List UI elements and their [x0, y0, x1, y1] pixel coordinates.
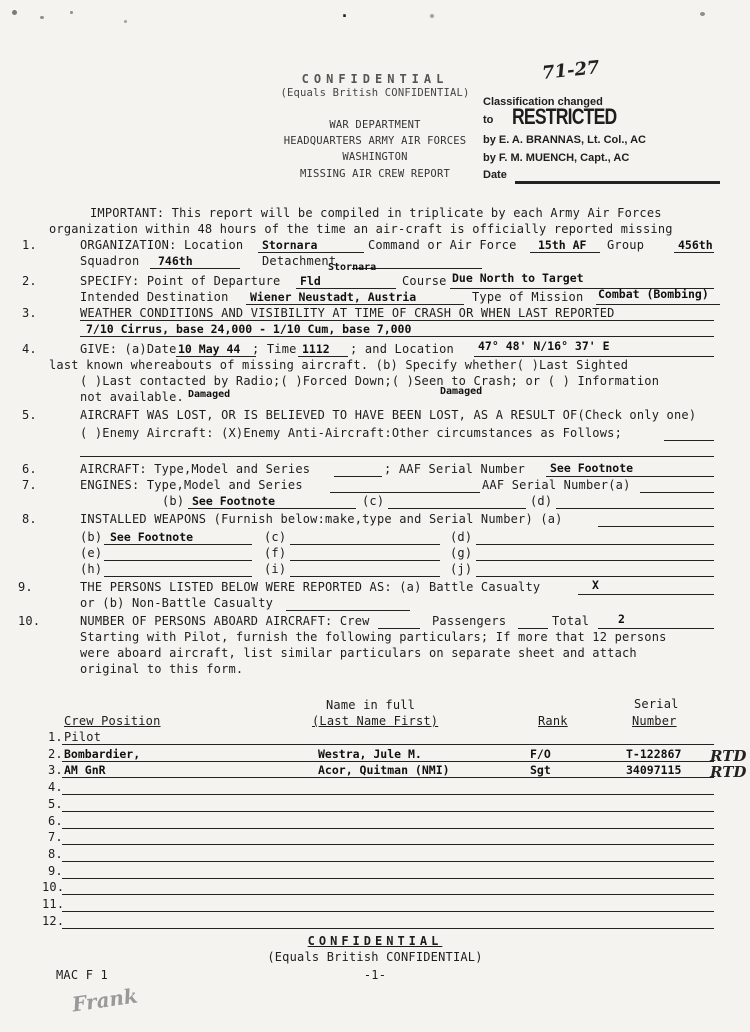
field-line — [246, 304, 464, 305]
org-location-field: Stornara — [262, 238, 318, 252]
starting-line1: Starting with Pilot, furnish the following particulars; If more that 12 persons — [80, 630, 667, 644]
damaged-note-1: Damaged — [188, 389, 231, 400]
scan-speck — [430, 14, 434, 18]
crew-row-line — [62, 761, 714, 762]
field-line — [176, 356, 256, 357]
crew-row-number: 7. — [48, 830, 63, 844]
crew-row-number: 10. — [42, 880, 65, 894]
intro-line2: organization within 48 hours of the time an air-craft is officially reported missing — [49, 222, 673, 236]
field-line — [298, 356, 348, 357]
top-mark: · — [342, 6, 348, 26]
crew-row-number: 11. — [42, 897, 65, 911]
crew-rank-cell: F/O — [530, 747, 551, 761]
crew-note-cell: RTD — [710, 747, 747, 765]
field-line — [286, 610, 410, 611]
weapon-h-label: (h) — [80, 562, 103, 576]
engines-b-label: (b) — [162, 494, 185, 508]
crew-row-number: 5. — [48, 797, 63, 811]
battle-casualty-mark: X — [592, 578, 599, 592]
field-line — [474, 356, 714, 357]
aircraft-was-text: AIRCRAFT WAS LOST, OR IS BELIEVED TO HAVE BEEN LOST, AS A RESULT OF(Check only one) — [80, 408, 697, 422]
item-7-number: 7. — [22, 478, 37, 492]
total-field: 2 — [618, 612, 625, 626]
crew-row-line — [62, 861, 714, 862]
crew-row-number: 1. — [48, 730, 63, 744]
crew-row-number: 8. — [48, 847, 63, 861]
field-line — [80, 320, 714, 321]
field-line — [290, 560, 440, 561]
destination-label: Intended Destination — [80, 290, 229, 304]
field-line — [290, 544, 440, 545]
crew-row-number: 2. — [48, 747, 63, 761]
classification-line1: Classification changed — [483, 96, 603, 108]
crew-row-line — [62, 911, 714, 912]
report-title: MISSING AIR CREW REPORT — [300, 168, 450, 180]
departure-top-field: Stornara — [328, 262, 377, 273]
scan-speck — [700, 12, 705, 16]
crew-serial-cell: 34097115 — [626, 763, 682, 777]
field-line — [530, 252, 600, 253]
item-5-number: 5. — [22, 408, 37, 422]
confidential-top: CONFIDENTIAL — [301, 72, 449, 86]
crew-name-cell: Acor, Quitman (NMI) — [318, 763, 450, 777]
item-2-number: 2. — [22, 274, 37, 288]
crew-serial-cell: T-122867 — [626, 747, 682, 761]
command-label: Command or Air Force — [368, 238, 517, 252]
course-field: Due North to Target — [452, 271, 584, 285]
dept-line2: HEADQUARTERS ARMY AIR FORCES — [283, 135, 467, 147]
give-line4: not available. — [80, 390, 184, 404]
weapon-b-label: (b) — [80, 530, 103, 544]
item-3-number: 3. — [22, 306, 37, 320]
engines-d-label: (d) — [530, 494, 553, 508]
crew-row-line — [62, 844, 714, 845]
give-line2: last known whereabouts of missing aircraft. (b) Specify whether( )Last Sighted — [49, 358, 629, 372]
mission-field: Combat (Bombing) — [598, 287, 709, 301]
col-name-header-2: (Last Name First) — [312, 714, 439, 728]
damaged-note-2: Damaged — [440, 386, 483, 397]
scan-speck — [70, 11, 73, 14]
classification-line4: by F. M. MUENCH, Capt., AC — [483, 152, 630, 164]
crew-row-line — [62, 828, 714, 829]
scan-speck — [124, 20, 127, 23]
engines-serial-label: AAF Serial Number(a) — [482, 478, 631, 492]
enemy-line: ( )Enemy Aircraft: (X)Enemy Anti-Aircraft:Other circumstances as Follows; — [80, 426, 622, 440]
field-line — [476, 544, 714, 545]
field-line — [80, 456, 714, 457]
weapon-f-label: (f) — [264, 546, 287, 560]
persons-label: THE PERSONS LISTED BELOW WERE REPORTED AS: (a) Battle Casualty — [80, 580, 541, 594]
field-line — [596, 304, 720, 305]
field-line — [258, 252, 364, 253]
field-line — [664, 440, 714, 441]
crew-name-cell: Westra, Jule M. — [318, 747, 422, 761]
detachment-label: Detachment — [262, 254, 337, 268]
passengers-label: Passengers — [432, 614, 507, 628]
location-field: 47° 48' N/16° 37' E — [478, 339, 610, 353]
handwritten-signature: Frank — [70, 983, 140, 1017]
field-line — [556, 508, 714, 509]
specify-label: SPECIFY: Point of Departure — [80, 274, 281, 288]
crew-position-cell: Bombardier, — [64, 747, 141, 761]
equals-top: (Equals British CONFIDENTIAL) — [280, 87, 470, 99]
crew-row-line — [62, 794, 714, 795]
crew-row-line — [62, 928, 714, 929]
org-label: ORGANIZATION: Location — [80, 238, 244, 252]
field-line — [296, 288, 396, 289]
item-8-number: 8. — [22, 512, 37, 526]
field-line — [188, 508, 356, 509]
field-line — [104, 544, 252, 545]
squadron-label: Squadron — [80, 254, 140, 268]
date-field: 10 May 44 — [178, 342, 241, 356]
page-number: -1- — [363, 968, 387, 982]
crew-row-number: 12. — [42, 914, 65, 928]
squadron-field: 746th — [158, 254, 193, 268]
scan-speck — [12, 10, 17, 15]
dept-line1: WAR DEPARTMENT — [329, 119, 421, 131]
nonbattle-label: or (b) Non-Battle Casualty — [80, 596, 274, 610]
crew-row-line — [62, 777, 714, 778]
field-line — [150, 268, 240, 269]
number-label: NUMBER OF PERSONS ABOARD AIRCRAFT: Crew — [80, 614, 370, 628]
destination-field: Wiener Neustadt, Austria — [250, 290, 417, 304]
field-line — [674, 252, 714, 253]
mission-label: Type of Mission — [472, 290, 584, 304]
item-4-number: 4. — [22, 342, 37, 356]
field-line — [290, 576, 440, 577]
crew-row-number: 3. — [48, 763, 63, 777]
scan-speck — [40, 16, 44, 19]
location-label: ; and Location — [350, 342, 454, 356]
restricted-stamp: RESTRICTED — [512, 104, 617, 129]
field-line — [330, 492, 480, 493]
weather-field: 7/10 Cirrus, base 24,000 - 1/10 Cum, base 7,000 — [86, 322, 412, 336]
give-label: GIVE: (a)Date — [80, 342, 177, 356]
crew-row-number: 4. — [48, 780, 63, 794]
weapon-g-label: (g) — [450, 546, 473, 560]
total-label: Total — [552, 614, 590, 628]
crew-row-number: 6. — [48, 814, 63, 828]
crew-row-line — [62, 894, 714, 895]
weapon-e-label: (e) — [80, 546, 103, 560]
weapon-d-label: (d) — [450, 530, 473, 544]
col-serial-header-1: Serial — [634, 697, 679, 711]
item-1-number: 1. — [22, 238, 37, 252]
equals-bottom: (Equals British CONFIDENTIAL) — [267, 950, 483, 964]
group-label: Group — [607, 238, 645, 252]
aircraft-serial-field: See Footnote — [550, 461, 634, 475]
crew-note-cell: RTD — [710, 763, 747, 781]
item-6-number: 6. — [22, 462, 37, 476]
give-line3: ( )Last contacted by Radio;( )Forced Down;( )Seen to Crash; or ( ) Information — [80, 374, 660, 388]
aaf-serial-label: ; AAF Serial Number — [384, 462, 526, 476]
crew-position-cell: Pilot — [64, 730, 102, 744]
engines-label: ENGINES: Type,Model and Series — [80, 478, 303, 492]
field-line — [598, 526, 714, 527]
field-line — [476, 576, 714, 577]
classification-date-line — [515, 181, 720, 184]
command-field: 15th AF — [538, 238, 587, 252]
field-line — [104, 576, 252, 577]
crew-row-number: 9. — [48, 864, 63, 878]
dept-line3: WASHINGTON — [342, 151, 408, 163]
crew-row-line — [62, 811, 714, 812]
col-rank-header: Rank — [538, 714, 568, 728]
time-field: 1112 — [302, 342, 330, 356]
time-label: ; Time — [252, 342, 297, 356]
field-line — [476, 560, 714, 561]
field-line — [578, 594, 714, 595]
course-label: Course — [402, 274, 447, 288]
field-line — [518, 628, 548, 629]
group-field: 456th — [678, 238, 713, 252]
col-serial-header-2: Number — [632, 714, 677, 728]
field-line — [388, 508, 526, 509]
item-9-number: 9. — [18, 580, 33, 594]
col-name-header-1: Name in full — [326, 698, 416, 712]
field-line — [546, 476, 714, 477]
field-line — [80, 336, 714, 337]
field-line — [334, 476, 382, 477]
classification-line3: by E. A. BRANNAS, Lt. Col., AC — [483, 134, 646, 146]
confidential-bottom: CONFIDENTIAL — [307, 934, 443, 948]
starting-line3: original to this form. — [80, 662, 244, 676]
installed-label: INSTALLED WEAPONS (Furnish below:make,type and Serial Number) (a) — [80, 512, 563, 526]
starting-line2: were aboard aircraft, list similar particulars on separate sheet and attach — [80, 646, 637, 660]
departure-field: Fld — [300, 274, 321, 288]
weapon-j-label: (j) — [450, 562, 473, 576]
classification-to: to — [483, 114, 494, 126]
aircraft-label: AIRCRAFT: Type,Model and Series — [80, 462, 311, 476]
field-line — [104, 560, 252, 561]
field-line — [640, 492, 714, 493]
item-10-number: 10. — [18, 614, 41, 628]
weapon-c-label: (c) — [264, 530, 287, 544]
weather-label: WEATHER CONDITIONS AND VISIBILITY AT TIME OF CRASH OR WHEN LAST REPORTED — [80, 306, 615, 320]
field-line — [378, 628, 420, 629]
classification-line5: Date — [483, 169, 507, 181]
crew-row-line — [62, 878, 714, 879]
form-id: MAC F 1 — [56, 968, 108, 982]
crew-position-cell: AM GnR — [64, 763, 106, 777]
crew-rank-cell: Sgt — [530, 763, 551, 777]
weapon-b-field: See Footnote — [110, 530, 194, 544]
handwritten-number: 71-27 — [541, 57, 601, 84]
crew-row-line — [62, 744, 714, 745]
col-position-header: Crew Position — [64, 714, 161, 728]
engines-b-field: See Footnote — [192, 494, 276, 508]
intro-line1: IMPORTANT: This report will be compiled in triplicate by each Army Air Forces — [90, 206, 662, 220]
engines-c-label: (c) — [362, 494, 385, 508]
weapon-i-label: (i) — [264, 562, 287, 576]
field-line — [598, 628, 714, 629]
